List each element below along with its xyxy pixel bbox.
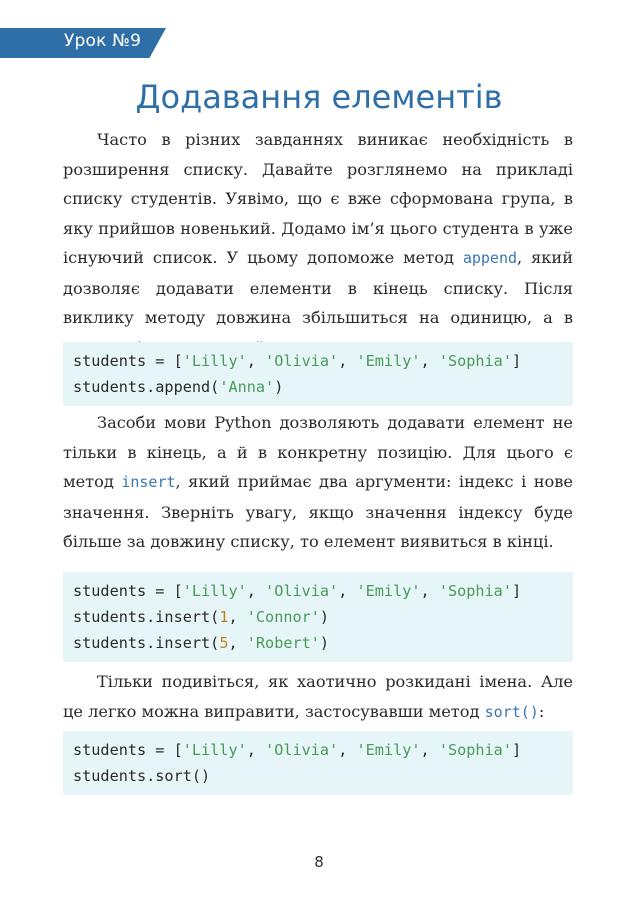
paragraph-text: , який приймає два аргументи: індекс і нове значення. Зверніть увагу, якщо значення індексу буде більше за довжину списку, то елемент виявиться в кінці. bbox=[63, 472, 573, 551]
lesson-label: Урок №9 bbox=[64, 31, 142, 51]
method-name-insert: insert bbox=[121, 473, 176, 491]
page-title: Додавання елементів bbox=[135, 78, 503, 116]
code-line: students.append('Anna') bbox=[73, 378, 284, 396]
code-block-insert bbox=[63, 572, 573, 662]
paragraph-sort bbox=[63, 667, 573, 727]
paragraph-text: Тільки подивіться, як хаотично розкидані імена. Але це легко можна виправити, застосувавши метод bbox=[63, 672, 573, 721]
paragraph-text: , який дозволяє додавати елементи в кінець списку. Після виклику методу довжина збільшиться на одиницю, а в bbox=[63, 248, 574, 327]
paragraph-insert bbox=[63, 408, 573, 557]
code-line: students = ['Lilly', 'Olivia', 'Emily', 'Sophia'] bbox=[73, 352, 522, 370]
paragraph-append bbox=[63, 125, 573, 362]
code-line: students = ['Lilly', 'Olivia', 'Emily', 'Sophia'] bbox=[73, 582, 522, 600]
code-line: students.sort() bbox=[73, 767, 211, 785]
paragraph-text: Засоби мови Python дозволяють додавати елемент не тільки в кінець, а й в конкретну позицію. Для цього є метод bbox=[63, 413, 573, 491]
code-line: students.insert(1, 'Connor') bbox=[73, 608, 330, 626]
method-name-append: append bbox=[462, 249, 518, 267]
page-number: 8 bbox=[314, 853, 324, 871]
code-block-sort bbox=[63, 731, 573, 795]
code-line: students.insert(5, 'Robert') bbox=[73, 634, 330, 652]
code-line: students = ['Lilly', 'Olivia', 'Emily', 'Sophia'] bbox=[73, 741, 522, 759]
paragraph-text: : bbox=[538, 701, 545, 721]
code-block-append bbox=[63, 342, 573, 406]
paragraph-text: Часто в різних завданнях виникає необхідність в розширення списку. Давайте розглянемо на прикладі списку студентів. Уявімо, що є вже сформована група, в яку прийшов новенький. Додамо ім’я цього студента в уже існуючий список. У цьому допоможе метод bbox=[63, 130, 573, 267]
method-name-sort: sort() bbox=[484, 702, 539, 721]
